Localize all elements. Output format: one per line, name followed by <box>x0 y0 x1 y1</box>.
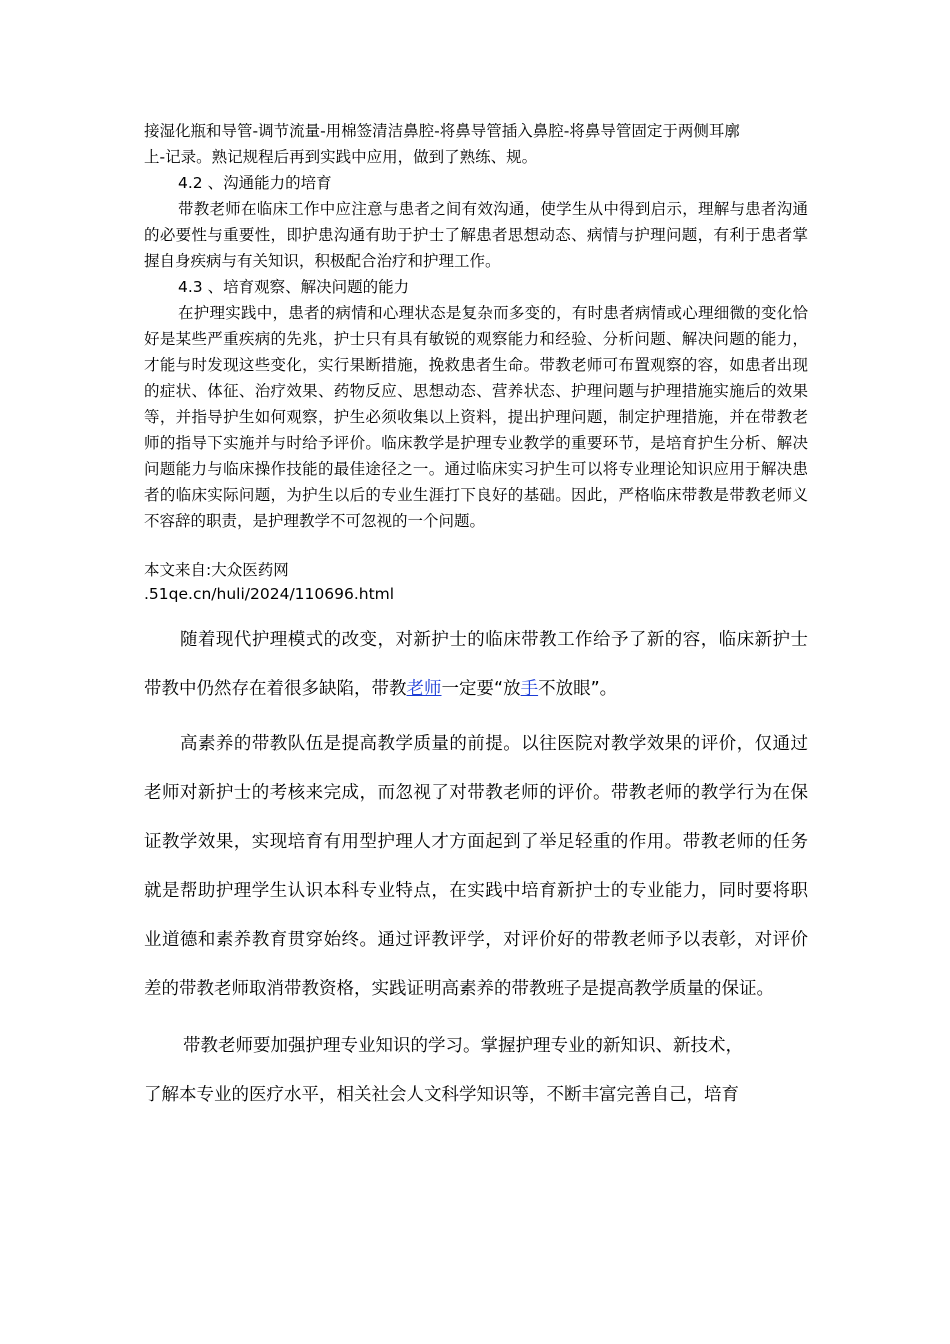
procedure-text-line-2: 上-记录。熟记规程后再到实践中应用，做到了熟练、规。 <box>144 148 538 166</box>
article-paragraph-1-text-a: 随着现代护理模式的改变，对新护士的临床带教工作给予了新的容，临床新护士带教中仍然存在着很多缺陷，带教 <box>144 630 808 699</box>
hand-link[interactable]: 手 <box>520 679 539 699</box>
document-page <box>144 118 808 1120</box>
section-body-communication: 带教老师在临床工作中应注意与患者之间有效沟通，使学生从中得到启示，理解与患者沟通的必要性与重要性，即护患沟通有助于护士了解患者思想动态、病情与护理问题，有利于患者掌握自身疾病与有关知识，积极配合治疗和护理工作。 <box>144 200 808 270</box>
article-paragraph-1-text-c: 不放眼”。 <box>538 679 618 699</box>
article-paragraph-1-text-b: 一定要“放 <box>441 679 521 699</box>
source-note <box>144 558 808 606</box>
section-body-observation: 在护理实践中，患者的病情和心理状态是复杂而多变的，有时患者病情或心理细微的变化恰好是某些严重疾病的先兆，护士只有具有敏锐的观察能力和经验、分析问题、解决问题的能力，才能与时发现这些变化，实行果断措施，挽救患者生命。带教老师可布置观察的容，如患者出现的症状、体征、治疗效果、药物反应、思想动态、营养状态、护理问题与护理措施实施后的效果等，并指导护生如何观察，护生必须收集以上资料，提出护理问题，制定护理措施，并在带教老师的指导下实施并与时给予评价。临床教学是护理专业教学的重要环节，是培育护生分析、解决问题能力与临床操作技能的最佳途径之一。通过临床实习护生可以将专业理论知识应用于解决患者的临床实际问题，为护生以后的专业生涯打下良好的基础。因此，严格临床带教是带教老师义不容辞的职责，是护理教学不可忽视的一个问题。 <box>144 304 808 530</box>
source-label: 本文来自:大众医药网 <box>144 561 289 579</box>
source-url: .51qe.cn/huli/2024/110696.html <box>144 585 395 603</box>
section-heading-communication: 4.2 、沟通能力的培育 <box>178 174 332 192</box>
article-paragraph-3-line-1: 带教老师要加强护理专业知识的学习。掌握护理专业的新知识、新技术， <box>183 1036 743 1056</box>
article-paragraph-3-line-2: 了解本专业的医疗水平，相关社会人文科学知识等，不断丰富完善自己，培育 <box>144 1085 739 1105</box>
article-paragraph-2: 高素养的带教队伍是提高教学质量的前提。以往医院对教学效果的评价，仅通过老师对新护士的考核来完成，而忽视了对带教老师的评价。带教老师的教学行为在保证教学效果，实现培育有用型护理人才方面起到了举足轻重的作用。带教老师的任务就是帮助护理学生认识本科专业特点，在实践中培育新护士的专业能力，同时要将职业道德和素养教育贯穿始终。通过评教评学，对评价好的带教老师予以表彰，对评价差的带教老师取消带教资格，实践证明高素养的带教班子是提高教学质量的保证。 <box>144 734 808 999</box>
article-paragraph-1 <box>144 616 808 714</box>
procedure-text-line-1: 接湿化瓶和导管-调节流量-用棉签清洁鼻腔-将鼻导管插入鼻腔-将鼻导管固定于两侧耳廓 <box>144 122 740 140</box>
teacher-link[interactable]: 老师 <box>406 679 442 699</box>
section-heading-observation: 4.3 、培育观察、解决问题的能力 <box>178 278 410 296</box>
